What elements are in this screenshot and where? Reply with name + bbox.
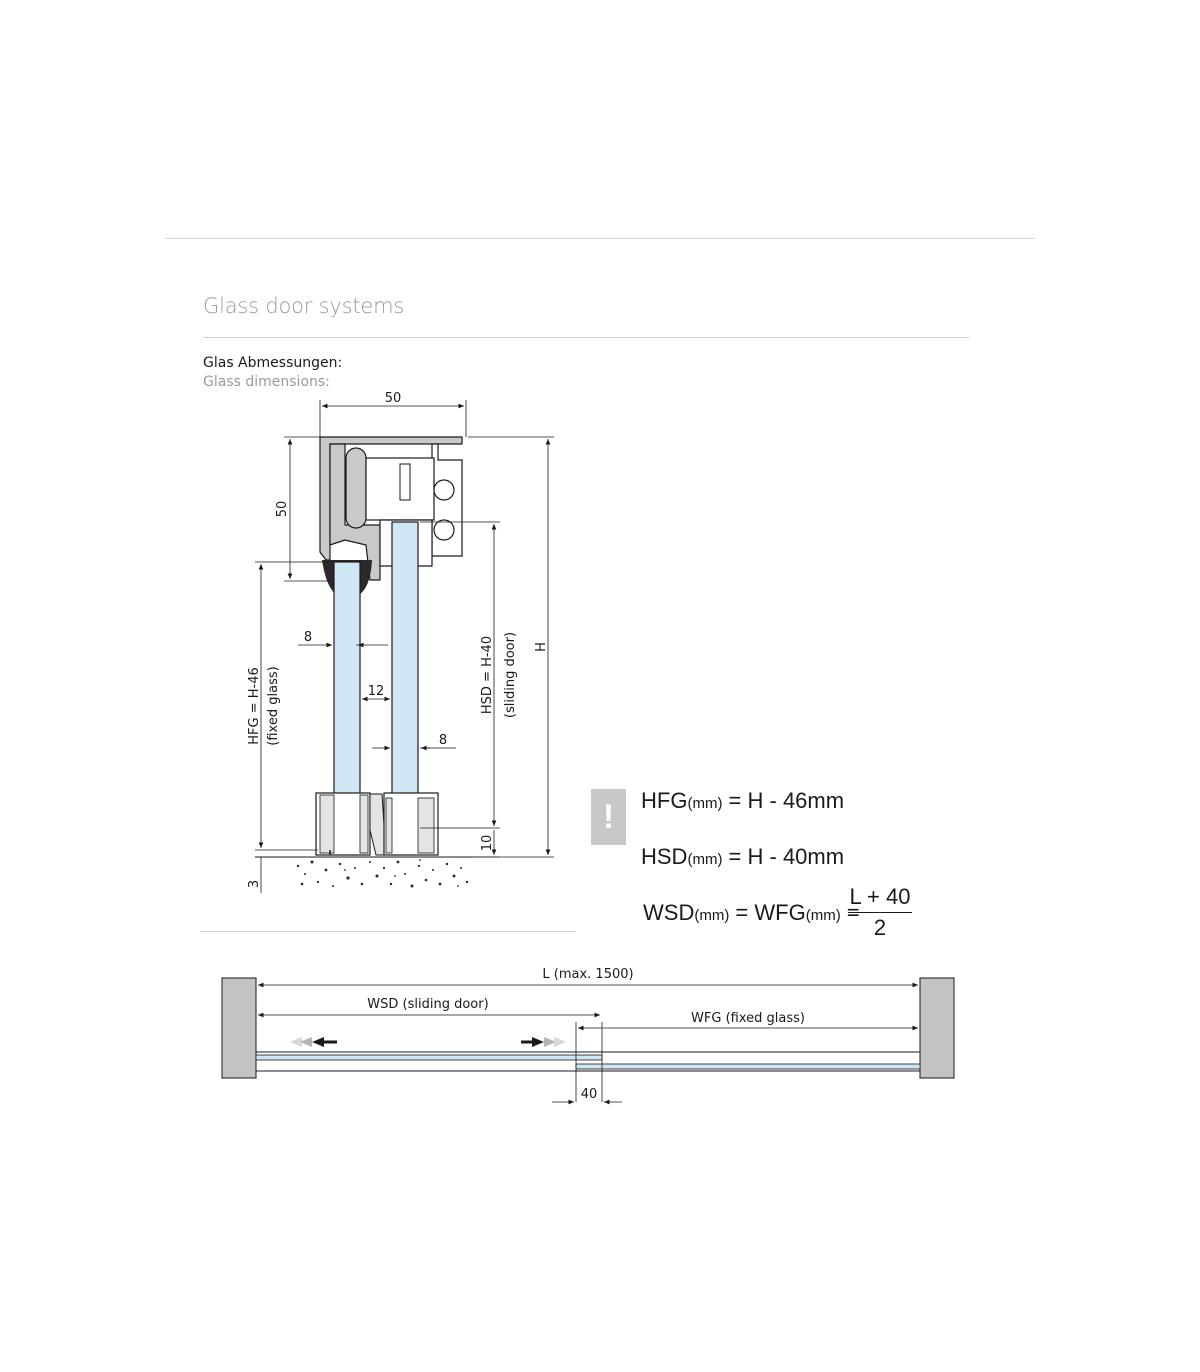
dim-bottom-sliding (440, 830, 500, 857)
formula-hsd-rest: = H - 40mm (722, 844, 845, 869)
formula-hfg-main: HFG (641, 788, 688, 813)
plan-view (222, 967, 954, 1102)
subtitle-english: Glass dimensions: (203, 374, 330, 390)
dim-top-width (320, 391, 466, 437)
dim-hsd (420, 522, 518, 828)
dim-top-width-label: 50 (384, 391, 402, 406)
dim-gap-between (362, 684, 390, 699)
arrow-left-icon (290, 1037, 337, 1047)
formula-denominator: 2 (873, 915, 887, 940)
bottom-guides (316, 793, 438, 855)
formula-numerator: L + 40 (848, 884, 912, 913)
formula-fraction (848, 884, 912, 941)
formula-wsd-unit: (mm) (694, 907, 730, 924)
arrow-right-icon (521, 1037, 566, 1047)
plan-fixed-glass (576, 1064, 920, 1069)
warning-icon: ! (591, 789, 626, 845)
dim-total-height-label: H (534, 642, 549, 652)
formula-width (643, 900, 860, 926)
dim-gap-fixed-label: 8 (303, 630, 313, 645)
formula-hfg (641, 788, 844, 814)
formula-hsd-unit: (mm) (687, 851, 723, 868)
formula-hfg-unit: (mm) (687, 795, 723, 812)
dim-bottom-sliding-label: 10 (480, 834, 495, 852)
wall-left (222, 978, 256, 1078)
dim-hfg-label: HFG = H-46 (247, 667, 262, 745)
middle-divider (200, 931, 575, 932)
dim-gap-between-label: 12 (367, 684, 385, 699)
subtitle-german: Glas Abmessungen: (203, 355, 343, 371)
plan-label-overlap: 40 (580, 1087, 598, 1102)
plan-label-wsd: WSD (sliding door) (367, 997, 489, 1012)
dim-profile-height-label: 50 (275, 500, 290, 518)
formula-equals: = (840, 900, 860, 925)
floor-concrete (255, 857, 474, 890)
sliding-glass-pane (392, 522, 418, 828)
formula-wfg: = WFG (729, 900, 806, 925)
formula-wfg-unit: (mm) (805, 907, 841, 924)
formula-hsd-main: HSD (641, 844, 688, 869)
plan-sliding-glass (256, 1055, 602, 1060)
formula-hsd (641, 844, 844, 870)
wall-right (920, 978, 954, 1078)
dim-hfg-sublabel: (fixed glass) (266, 666, 281, 746)
formula-hfg-rest: = H - 46mm (722, 788, 845, 813)
dim-gap-sliding-label: 8 (438, 733, 448, 748)
plan-label-total: L (max. 1500) (542, 967, 634, 982)
dim-floor-label: 3 (247, 879, 262, 889)
plan-label-wfg: WFG (fixed glass) (691, 1011, 805, 1026)
dim-hsd-sublabel: (sliding door) (503, 631, 518, 719)
section-title: Glass door systems (203, 294, 405, 318)
formula-wsd: WSD (643, 900, 695, 925)
dim-hsd-label: HSD = H-40 (480, 635, 495, 715)
